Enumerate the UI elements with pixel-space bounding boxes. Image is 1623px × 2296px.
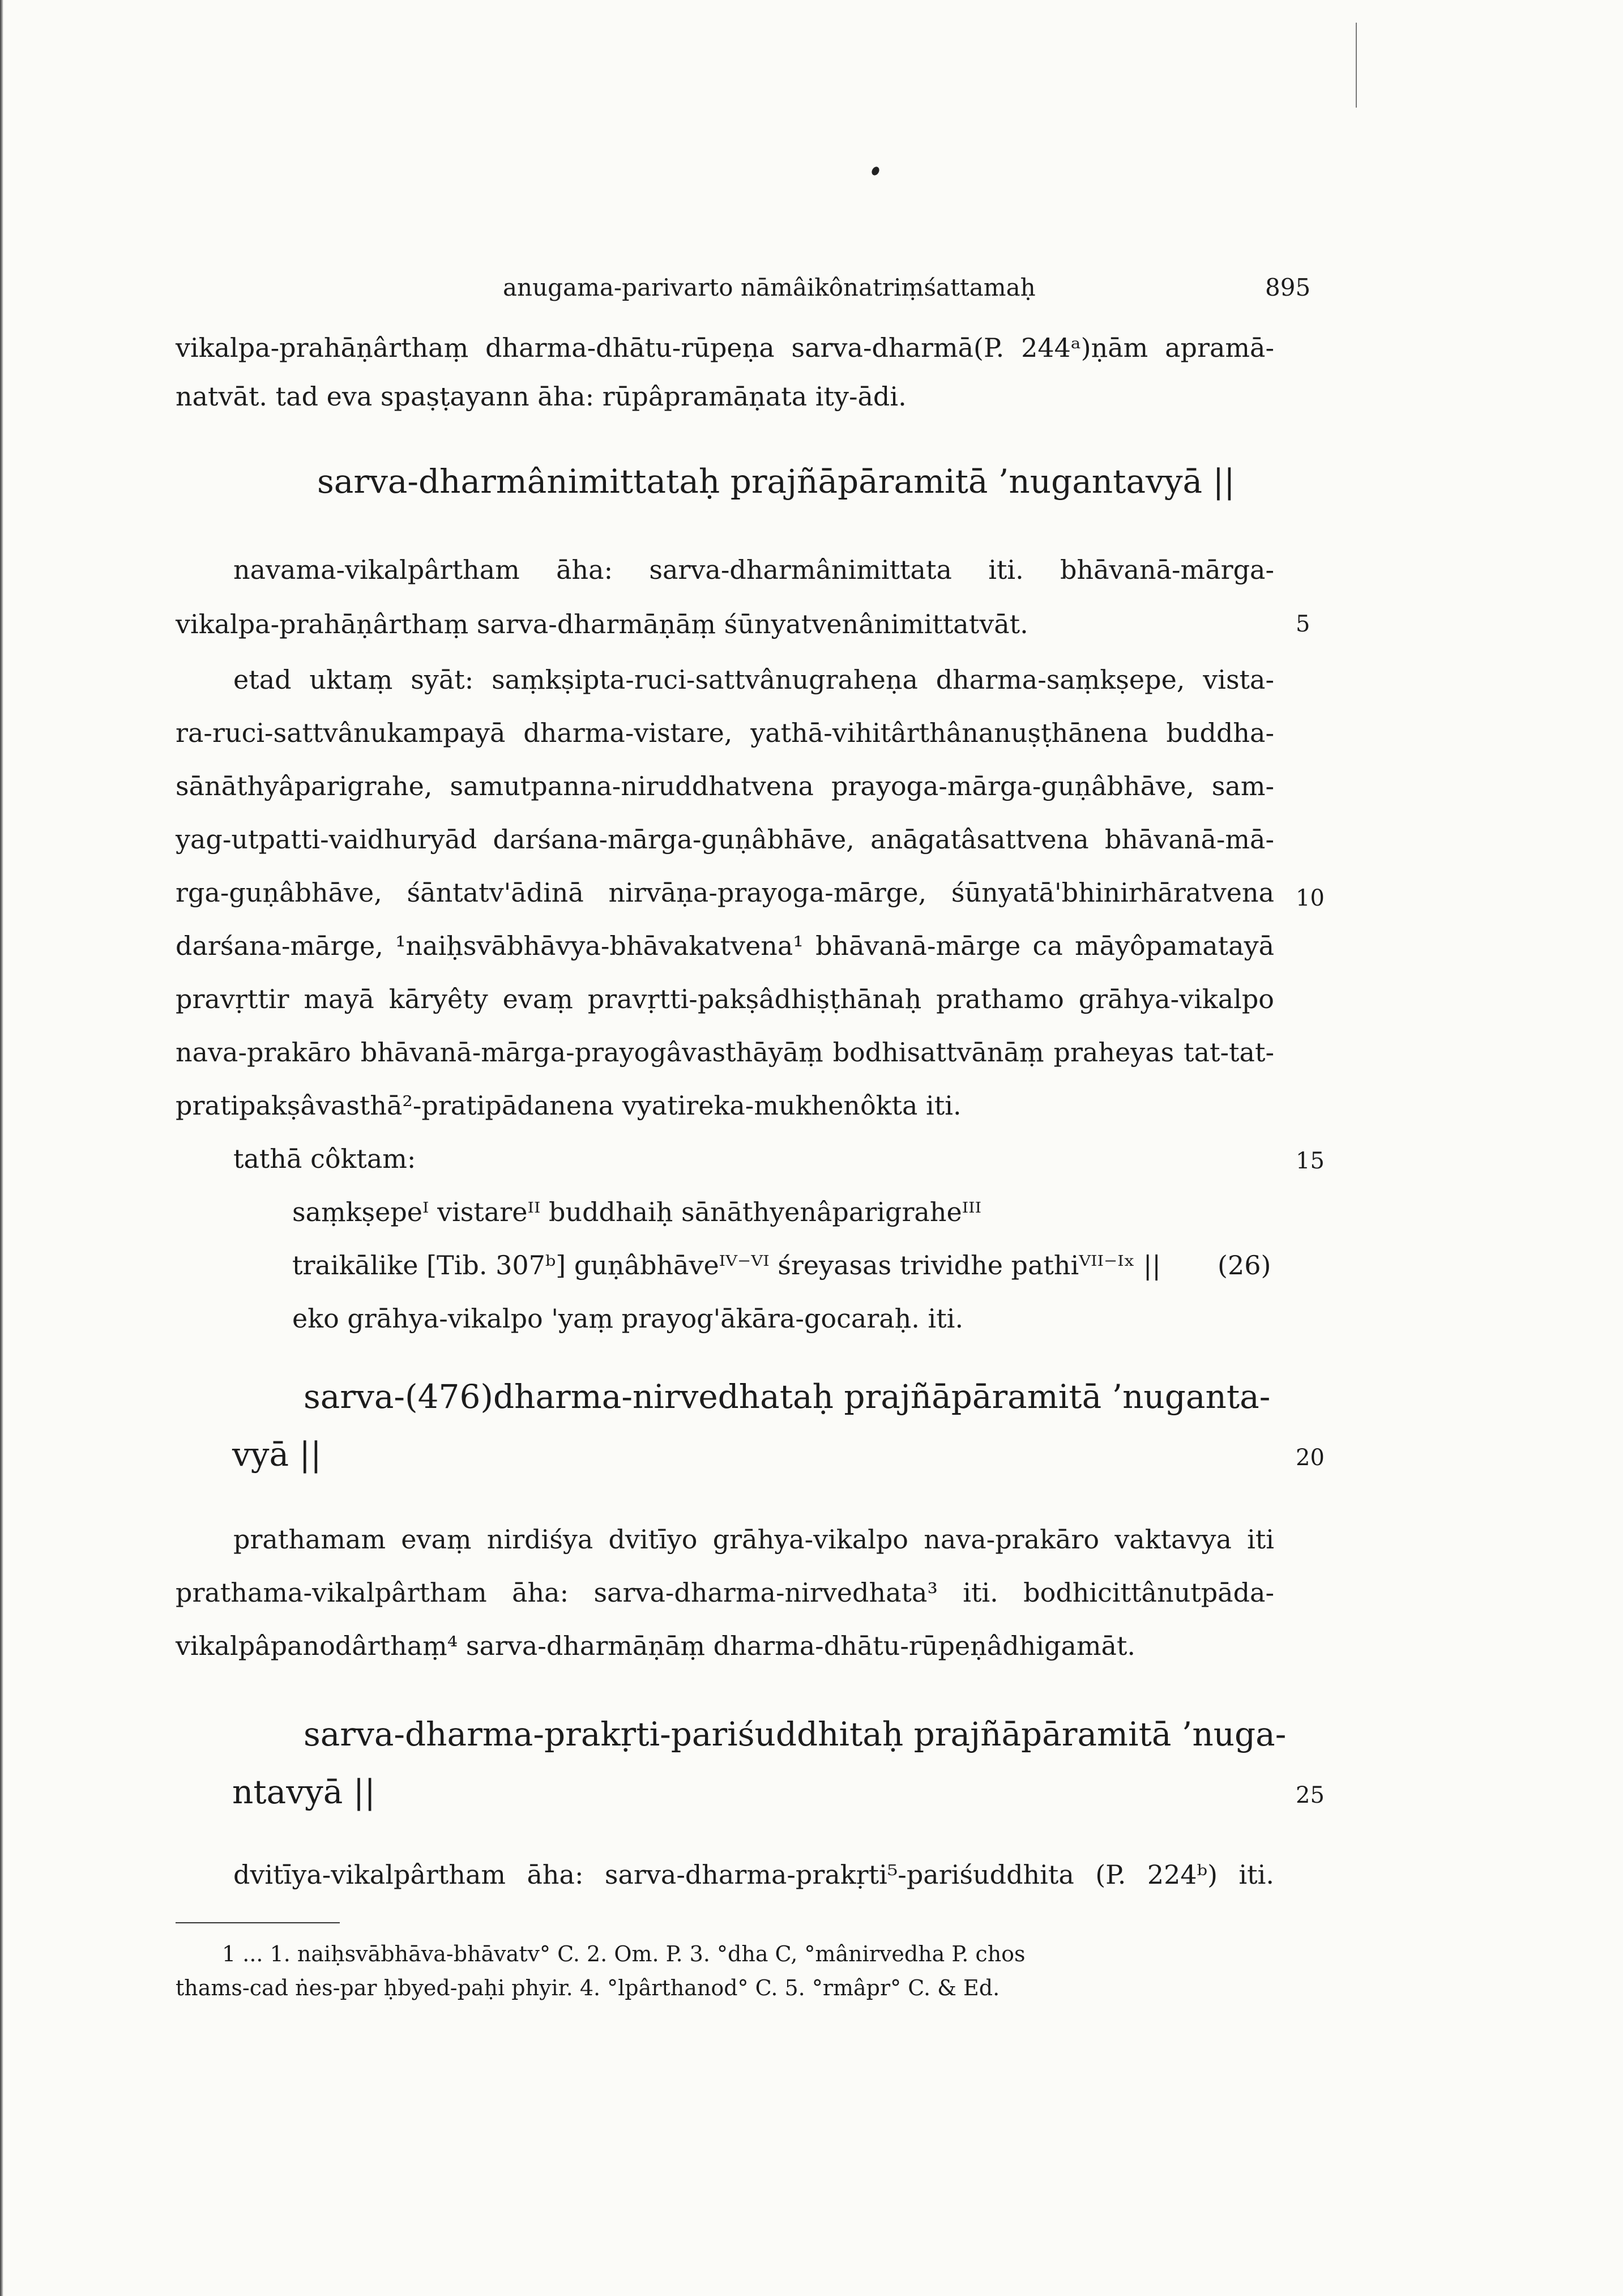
verse-line: saṃkṣepeᴵ vistareᴵᴵ buddhaiḥ sānāthyenâparigraheᴵᴵᴵ xyxy=(292,1197,982,1227)
running-title: anugama-parivarto nāmâikônatriṃśattamaḥ xyxy=(503,274,1036,301)
text-line: pravṛttir mayā kāryêty evaṃ pravṛtti-pakṣâdhiṣṭhānaḥ prathamo grāhya-vikalpo xyxy=(176,984,1274,1014)
margin-line-number: 25 xyxy=(1296,1782,1325,1808)
text-line: dvitīya-vikalpârtham āha: sarva-dharma-prakṛti⁵-pariśuddhita (P. 224ᵇ) iti. xyxy=(233,1859,1274,1890)
text-line: natvāt. tad eva spaṣṭayann āha: rūpâpramāṇata ity-ādi. xyxy=(176,381,907,412)
text-line: tathā côktam: xyxy=(233,1143,416,1174)
text-line: prathama-vikalpârtham āha: sarva-dharma-nirvedhata³ iti. bodhicittânutpāda- xyxy=(176,1577,1274,1608)
ink-speck xyxy=(870,165,881,177)
margin-line-number: 5 xyxy=(1296,611,1310,637)
text-line: darśana-mārge, ¹naiḥsvābhāvya-bhāvakatvena¹ bhāvanā-mārge ca māyôpamatayā xyxy=(176,931,1274,961)
text-line: prathamam evaṃ nirdiśya dvitīyo grāhya-vikalpo nava-prakāro vaktavya iti xyxy=(233,1524,1274,1555)
text-line: sānāthyâparigrahe, samutpanna-niruddhatvena prayoga-mārga-guṇâbhāve, sam- xyxy=(176,771,1274,801)
lemma-heading-cont: vyā || xyxy=(232,1435,322,1474)
text-line: etad uktaṃ syāt: saṃkṣipta-ruci-sattvânugraheṇa dharma-saṃkṣepe, vista- xyxy=(233,664,1274,695)
page-number: 895 xyxy=(1265,274,1311,301)
margin-line-number: 10 xyxy=(1296,885,1325,911)
scan-edge xyxy=(0,0,3,2296)
text-line: ra-ruci-sattvânukampayā dharma-vistare, yathā-vihitârthânanuṣṭhānena buddha- xyxy=(176,718,1274,748)
text-line: pratipakṣâvasthā²-pratipādanena vyatireka-mukhenôkta iti. xyxy=(176,1090,962,1121)
text-line: vikalpâpanodârthaṃ⁴ sarva-dharmāṇāṃ dharma-dhātu-rūpeṇâdhigamāt. xyxy=(176,1631,1136,1661)
lemma-heading: sarva-(476)dharma-nirvedhataḥ prajñāpāramitā ’nuganta- xyxy=(304,1377,1271,1416)
verse-line: eko grāhya-vikalpo 'yaṃ prayog'ākāra-gocaraḥ. iti. xyxy=(292,1303,964,1334)
text-line: yag-utpatti-vaidhuryād darśana-mārga-guṇâbhāve, anāgatâsattvena bhāvanā-mā- xyxy=(176,824,1274,855)
text-line: vikalpa-prahāṇârthaṃ sarva-dharmāṇāṃ śūnyatvenânimittatvāt. xyxy=(176,609,1028,639)
margin-line-number: 20 xyxy=(1296,1445,1325,1471)
verse-line: traikālike [Tib. 307ᵇ] guṇâbhāveᴵⱽ⁻ⱽᴵ śreyasas trividhe pathiⱽᴵᴵ⁻ᴵˣ || xyxy=(292,1250,1161,1281)
text-line: nava-prakāro bhāvanā-mārga-prayogâvasthāyāṃ bodhisattvānāṃ praheyas tat-tat- xyxy=(176,1037,1274,1068)
text-line: rga-guṇâbhāve, śāntatv'ādinā nirvāṇa-prayoga-mārge, śūnyatā'bhinirhāratvena xyxy=(176,877,1274,908)
text-line: navama-vikalpârtham āha: sarva-dharmânimittata iti. bhāvanā-mārga- xyxy=(233,554,1274,585)
margin-line-number: 15 xyxy=(1296,1148,1325,1174)
footnote-line: 1 ... 1. naiḥsvābhāva-bhāvatv° C. 2. Om. P. 3. °dha C, °mânirvedha P. chos xyxy=(222,1941,1026,1966)
text-line: vikalpa-prahāṇârthaṃ dharma-dhātu-rūpeṇa sarva-dharmā(P. 244ᵃ)ṇām apramā- xyxy=(176,332,1274,363)
footnote-rule xyxy=(176,1922,340,1923)
footnote-line: thams-cad ṅes-par ḥbyed-paḥi phyir. 4. °lpârthanod° C. 5. °rmâpr° C. & Ed. xyxy=(176,1975,1000,2000)
verse-number: (26) xyxy=(1218,1250,1271,1281)
scan-mark xyxy=(1356,23,1357,108)
lemma-heading-cont: ntavyā || xyxy=(232,1773,375,1811)
lemma-heading: sarva-dharma-prakṛti-pariśuddhitaḥ prajñāpāramitā ’nuga- xyxy=(304,1715,1287,1753)
lemma-heading: sarva-dharmânimittataḥ prajñāpāramitā ’nugantavyā || xyxy=(317,462,1235,501)
